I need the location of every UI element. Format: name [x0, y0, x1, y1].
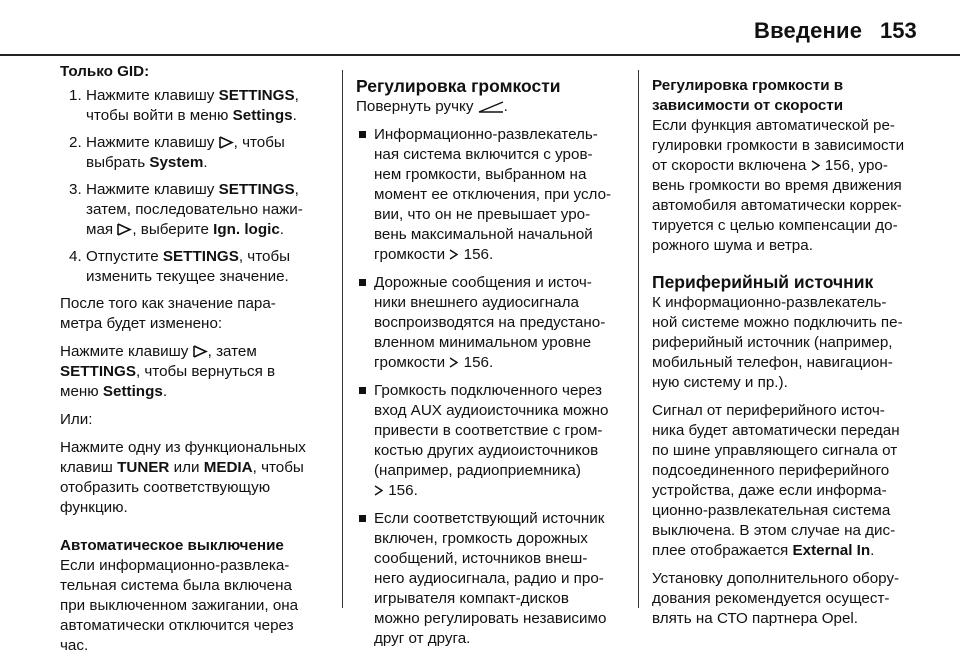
step-number: 4.: [69, 248, 82, 265]
bullet-square-icon: [359, 515, 366, 522]
next-button-icon: [117, 223, 132, 236]
page-reference-icon: [374, 485, 383, 496]
page-reference-number[interactable]: 156: [463, 246, 489, 263]
speed-volume-paragraph: Если функция автоматической ре- гулировки громкости в зависимости от скорости включена 156, уро- вень громкости во время движения автомобиля автоматически коррек- тируется с целью компенсации до- рожного шума и ветра.: [652, 117, 905, 254]
bullet-item: Дорожные сообщения и источ- ники внешнего аудиосигнала воспроизводятся на предустано- вленном минимальном уровне громкости 156.: [356, 273, 628, 373]
return-paragraph: Нажмите клавишу , затем SETTINGS, чтобы вернуться в меню Settings.: [60, 343, 276, 400]
signal-paragraph: Сигнал от периферийного источ- ника будет автоматически передан по шине управляющего сигнала от подсоединенного периферийного устройства, даже если информа- ционно-развлекательная система выключена. В этом случае на дис- плее отображается External In.: [652, 402, 900, 559]
install-paragraph: Установку дополнительного обору- дования рекомендуется осущест- влять на СТО партнера Opel.: [652, 570, 900, 627]
volume-intro: Повернуть ручку .: [356, 98, 508, 115]
page-number: 153: [880, 18, 917, 43]
step-2: 2. Нажмите клавишу , чтобы выбрать System.: [69, 134, 285, 171]
header-divider: [0, 54, 960, 56]
column-divider-1: [342, 70, 343, 608]
page-reference-number[interactable]: 156: [463, 354, 489, 371]
peripheral-source-heading: Периферийный источник: [652, 272, 874, 292]
section-title: Введение: [754, 18, 863, 43]
alternative-paragraph: Нажмите одну из функциональных клавиш TUNER или MEDIA, чтобы отобразить соответствующую функцию.: [60, 439, 306, 516]
next-button-icon: [219, 136, 234, 149]
settings-key-label: SETTINGS: [162, 248, 239, 265]
bullet-item: Если соответствующий источник включен, громкость дорожных сообщений, источников внеш- него аудиосигнала, радио и про- игрывателя компакт-дисков можно регулировать независимо друг от друга.: [356, 509, 628, 649]
bullet-square-icon: [359, 387, 366, 394]
bullet-item: Информационно-развлекатель- ная система включится с уров- нем громкости, выбранном на момент ее отключения, при усло- вии, что он не превышает уро- вень максимальной начальной громкости 156.: [356, 125, 628, 265]
page-reference-number[interactable]: 156: [388, 482, 414, 499]
system-menu-label: System: [149, 154, 204, 171]
bullet-square-icon: [359, 131, 366, 138]
bullet-square-icon: [359, 279, 366, 286]
step-number: 2.: [69, 134, 82, 151]
media-key-label: MEDIA: [203, 459, 253, 476]
auto-off-paragraph: Если информационно-развлека- тельная система была включена при выключенном зажигании, она автоматически отключится через час.: [60, 557, 299, 654]
settings-key-label: SETTINGS: [218, 87, 295, 104]
speed-volume-heading: Регулировка громкости в: [652, 77, 844, 94]
page-reference-icon: [449, 249, 458, 260]
auto-off-heading: Автоматическое выключение: [60, 537, 284, 554]
settings-key-label: SETTINGS: [218, 181, 295, 198]
speed-volume-heading-line2: зависимости от скорости: [652, 97, 844, 114]
page-reference-icon: [449, 357, 458, 368]
or-label: Или:: [60, 411, 93, 428]
next-button-icon: [193, 345, 208, 358]
column-left: [60, 62, 328, 656]
peripheral-paragraph: К информационно-развлекатель- ной системе можно подключить пе- риферийный источник (например, мобильный телефон, навигацион- ную систему и пр.).: [652, 294, 903, 391]
settings-key-label: SETTINGS: [60, 363, 136, 380]
settings-menu-label: Settings: [102, 383, 163, 400]
column-right: [652, 62, 930, 637]
step-number: 1.: [69, 87, 82, 104]
page-reference-icon: [811, 160, 820, 171]
ign-logic-label: Ign. logic: [213, 221, 280, 238]
after-change-paragraph: После того как значение пара- метра будет изменено:: [60, 295, 276, 332]
step-number: 3.: [69, 181, 82, 198]
settings-menu-label: Settings: [232, 107, 293, 124]
column-middle: [356, 62, 628, 657]
page-reference-number[interactable]: 156: [824, 157, 851, 174]
gid-heading: Только GID:: [60, 63, 150, 80]
page-header: [0, 0, 960, 54]
step-4: 4. Отпустите SETTINGS, чтобы изменить текущее значение.: [69, 248, 291, 285]
bullet-item: Громкость подключенного через вход AUX аудиоисточника можно привести в соответствие с гром- костью других аудиоисточников (например, радиоприемника) 156.: [356, 381, 628, 501]
step-3: 3. Нажмите клавишу SETTINGS, затем, последовательно нажи- мая , выберите Ign. logic.: [69, 181, 303, 238]
volume-heading: Регулировка громкости: [356, 76, 561, 96]
step-1: 1. Нажмите клавишу SETTINGS, чтобы войти в меню Settings.: [69, 87, 299, 124]
external-in-label: External In: [792, 542, 871, 559]
tuner-key-label: TUNER: [117, 459, 170, 476]
volume-knob-icon: [478, 101, 504, 113]
column-divider-2: [638, 70, 639, 608]
